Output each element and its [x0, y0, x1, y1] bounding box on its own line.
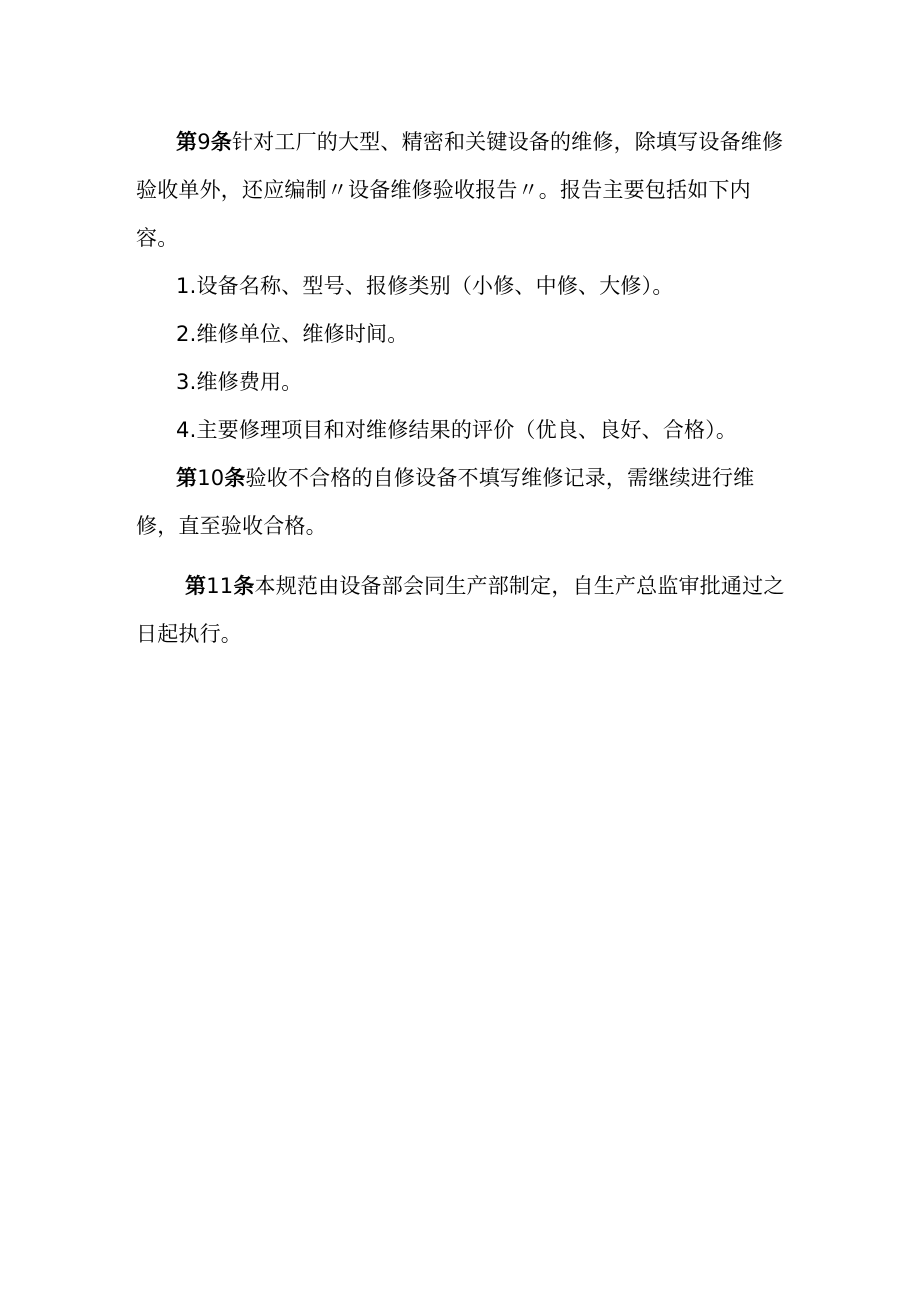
article-10-text: 验收不合格的自修设备不填写维修记录，需继续进行维修，直至验收合格。: [136, 466, 755, 538]
list-item-text: .维修单位、维修时间。: [189, 322, 409, 346]
list-item-text: .设备名称、型号、报修类别（小修、中修、大修）。: [189, 274, 674, 298]
list-item: [136, 358, 786, 406]
article-9-number: 9: [197, 130, 211, 154]
article-11-text: 本规范由设备部会同生产部制定，自生产总监审批通过之日起执行。: [136, 574, 785, 646]
article-9-label-suffix: 条: [210, 130, 232, 154]
article-10-number: 10: [197, 466, 225, 490]
list-item-index: 4: [176, 418, 190, 442]
article-10-label-prefix: 第: [176, 466, 198, 490]
list-item: [136, 406, 786, 454]
list-item-text: .主要修理项目和对维修结果的评价（优良、良好、合格）。: [189, 418, 738, 442]
article-9-text: 针对工厂的大型、精密和关键设备的维修，除填写设备维修验收单外，还应编制〃设备维修验收报告〃。报告主要包括如下内容。: [136, 130, 784, 250]
article-11-label-prefix: 第: [185, 574, 207, 598]
article-10: [136, 454, 786, 550]
list-item-index: 2: [176, 322, 190, 346]
article-10-label-suffix: 条: [224, 466, 246, 490]
list-item-index: 1: [176, 274, 190, 298]
document-body: [136, 118, 786, 658]
article-11-label-suffix: 条: [233, 574, 255, 598]
list-item-text: .维修费用。: [189, 370, 303, 394]
article-9: [136, 118, 786, 262]
list-item-index: 3: [176, 370, 190, 394]
article-9-label-prefix: 第: [176, 130, 198, 154]
list-item: [136, 310, 786, 358]
article-11-number: 11: [206, 574, 234, 598]
article-11: [136, 562, 786, 658]
list-item: [136, 262, 786, 310]
